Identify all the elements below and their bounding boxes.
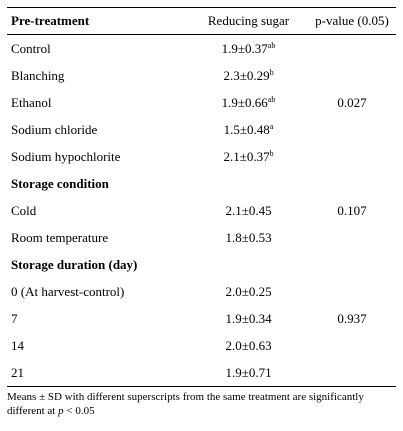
superscript: b (269, 148, 274, 158)
row-value: 2.3±0.29$^b$ (223, 67, 274, 83)
row-label: 0 (At harvest-control) (11, 283, 125, 299)
row-value: 2.0±0.63 (225, 337, 272, 353)
footnote-p-italic: p (58, 405, 64, 417)
row-label: Sodium chloride (11, 121, 98, 137)
row-value: 1.9±0.37$^{ab}$ (221, 40, 276, 56)
row-label: Control (11, 40, 51, 56)
row-label: 7 (11, 310, 18, 326)
row-label: Cold (11, 202, 37, 218)
row-value: 2.0±0.25 (225, 283, 272, 299)
row-label: Ethanol (11, 94, 52, 110)
header-reducing-sugar: Reducing sugar (207, 13, 290, 28)
superscript: a (269, 121, 274, 131)
superscript: b (269, 67, 274, 77)
row-value: 1.9±0.34 (225, 310, 272, 326)
table-footnote: Means ± SD with different superscripts from the same treatment are significantly different at p < 0.05 (7, 391, 364, 417)
row-label: Sodium hypochlorite (11, 148, 121, 164)
row-label: 21 (11, 364, 24, 380)
section-header-row (7, 251, 396, 278)
p-value-storage-condition: 0.107 (337, 202, 367, 218)
p-value-storage-duration: 0.937 (337, 310, 367, 326)
row-label: Room temperature (11, 229, 109, 245)
row-value: 2.1±0.45 (225, 202, 272, 218)
p-value-pretreatment: 0.027 (337, 94, 367, 110)
reducing-sugar-table (7, 7, 396, 387)
section-title-storage-condition: Storage condition (11, 175, 109, 191)
row-label: 14 (11, 337, 24, 353)
header-pretreatment: Pre-treatment (11, 13, 90, 28)
section-title-storage-duration: Storage duration (day) (11, 256, 138, 272)
superscript: ab (267, 40, 276, 50)
row-value: 1.9±0.71 (225, 364, 272, 380)
section-header-row (7, 170, 396, 197)
row-label: Blanching (11, 67, 65, 83)
header-p-value: p-value (0.05) (315, 13, 389, 28)
row-value: 1.9±0.66$^{ab}$ (221, 94, 276, 110)
table-header-row (7, 8, 396, 35)
row-value: 1.5±0.48$^a$ (223, 121, 274, 137)
data-table-container (7, 7, 396, 387)
row-value: 1.8±0.53 (225, 229, 272, 245)
table-row (7, 35, 396, 63)
row-value: 2.1±0.37$^b$ (223, 148, 274, 164)
superscript: ab (267, 94, 276, 104)
